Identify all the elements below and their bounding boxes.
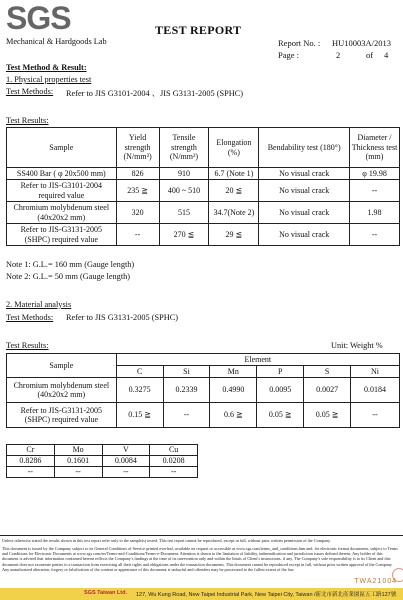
method-result-heading: Test Method & Result:: [6, 63, 87, 72]
col-element: Element: [116, 354, 399, 366]
cell-elongation: 20 ≦: [209, 180, 259, 202]
cell-value: --: [163, 403, 210, 428]
cell-tensile: 910: [159, 168, 209, 180]
col-bend: Bendability test (180°): [259, 128, 350, 168]
table-row: [7, 168, 400, 180]
col-s: S: [304, 366, 351, 378]
report-title: TEST REPORT: [155, 23, 242, 37]
col-sample: Sample: [7, 354, 117, 378]
cell-sample: Chromium molybdenum steel (40x20x2 mm): [7, 378, 117, 403]
cell-value: --: [150, 467, 198, 478]
cell-value: 0.8286: [7, 456, 55, 467]
cell-yield: --: [116, 224, 159, 246]
col-tensile: Tensile strength (N/mm²): [159, 128, 209, 168]
col-ni: Ni: [351, 366, 400, 378]
cell-value: --: [102, 467, 150, 478]
cell-yield: 235 ≧: [116, 180, 159, 202]
cell-value: --: [7, 467, 55, 478]
section2-title: 2. Material analysis: [6, 300, 72, 309]
table-row: [7, 224, 400, 246]
disclaimer-1: Unless otherwise stated the results shown in this test report refer only to the sample(s) tested. This test report cannot be reproduced, except in full, without prior written permission of the Company.: [2, 538, 331, 543]
note-1: Note 1: G.L.= 160 mm (Gauge length): [6, 260, 135, 269]
material-analysis-table-2: [6, 444, 198, 478]
col-v: V: [102, 445, 150, 456]
table-row: [7, 456, 198, 467]
cell-diameter: --: [350, 180, 400, 202]
cell-value: 0.0208: [150, 456, 198, 467]
col-cu: Cu: [150, 445, 198, 456]
cell-value: 0.0027: [304, 378, 351, 403]
cell-yield: 320: [116, 202, 159, 224]
table-header-row: [7, 445, 198, 456]
col-sample: Sample: [7, 128, 117, 168]
section1-title: 1. Physical properties test: [6, 75, 92, 84]
cell-elongation: 6.7 (Note 1): [209, 168, 259, 180]
cell-bend: No visual crack: [259, 180, 350, 202]
sgs-logo: SGS: [6, 0, 71, 36]
table-header-row: [7, 128, 400, 168]
page-total: 4: [384, 50, 389, 60]
section1-methods: [6, 87, 243, 98]
unit-label: Unit: Weight %: [331, 341, 383, 350]
col-mn: Mn: [210, 366, 257, 378]
cell-value: 0.1601: [54, 456, 102, 467]
cell-value: 0.0084: [102, 456, 150, 467]
page-of: of: [366, 50, 374, 60]
section1-methods-text: Refer to JIS G3101-2004 、JIS G3131-2005 (SPHC): [66, 89, 243, 98]
table-header-row: [7, 354, 400, 366]
disclaimer-2: This document is issued by the Company subject to its General Conditions of Service printed overleaf, available on request or accessible at www.sgs.com/terms_and_conditions.htm and, for electronic format documents, subject to Terms and Conditions for Electronic Documents at www.sgs.com/en/Terms-and-Conditions/Terms-e-Document. Attention is drawn to the limitation of liability, indemnification and jurisdiction issues defined therein. Any holder of this document is advised that information contained hereon reflects the Company's findings at the time of its intervention only and within the limits of Client's instructions, if any. The Company's sole responsibility is to its Client and this document does not exonerate parties to a transaction from exercising all their rights and obligations under the transaction documents. This document cannot be reproduced except in full, without prior written approval of the Company. Any unauthorized alteration, forgery or falsification of the content or appearance of this document is unlawful and offenders may be prosecuted to the fullest extent of the law.: [2, 546, 398, 572]
footer-address: 127, Wu Kung Road, New Taipei Industrial Park, New Taipei City, Taiwan /新北市新北產業園區五工路127號: [136, 591, 397, 598]
cell-tensile: 400 ~ 510: [159, 180, 209, 202]
cell-diameter: 1.98: [350, 202, 400, 224]
section2-methods-text: Refer to JIS G3131-2005 (SPHC): [66, 313, 179, 322]
cell-value: 0.05 ≧: [304, 403, 351, 428]
divider: [0, 535, 403, 536]
table-row: [7, 378, 400, 403]
footer-company: SGS Taiwan Ltd.: [84, 589, 127, 596]
cell-elongation: 29 ≦: [209, 224, 259, 246]
section2-results-label: Test Results:: [6, 341, 49, 350]
cell-value: 0.2339: [163, 378, 210, 403]
cell-bend: No visual crack: [259, 202, 350, 224]
cell-bend: No visual crack: [259, 168, 350, 180]
cell-tensile: 270 ≦: [159, 224, 209, 246]
cell-value: 0.15 ≧: [116, 403, 163, 428]
table-row: [7, 403, 400, 428]
cell-sample: Refer to JIS-G3131-2005 (SHPC) required value: [7, 403, 117, 428]
cell-value: --: [54, 467, 102, 478]
col-c: C: [116, 366, 163, 378]
table-row: [7, 202, 400, 224]
col-mo: Mo: [54, 445, 102, 456]
section1-methods-label: Test Methods:: [6, 87, 54, 96]
footer-bar: [0, 588, 403, 600]
cell-yield: 826: [116, 168, 159, 180]
table-row: [7, 180, 400, 202]
cell-sample: Refer to JIS-G3101-2004 required value: [7, 180, 117, 202]
report-meta: [278, 37, 392, 61]
col-cr: Cr: [7, 445, 55, 456]
section2-methods-label: Test Methods:: [6, 313, 54, 322]
cell-tensile: 515: [159, 202, 209, 224]
cell-bend: No visual crack: [259, 224, 350, 246]
col-si: Si: [163, 366, 210, 378]
reference-code: TWA21004: [354, 578, 397, 585]
col-elongation: Elongation (%): [209, 128, 259, 168]
cell-value: 0.0095: [257, 378, 304, 403]
cell-diameter: --: [350, 224, 400, 246]
report-no: HU10003A/2013: [332, 38, 392, 48]
page-number: 2: [336, 50, 341, 60]
cell-value: --: [351, 403, 400, 428]
section2-methods: [6, 313, 179, 322]
note-2: Note 2: G.L.= 50 mm (Gauge length): [6, 272, 131, 281]
cell-value: 0.3275: [116, 378, 163, 403]
cell-sample: Chromium molybdenum steel (40x20x2 mm): [7, 202, 117, 224]
table-row: [7, 467, 198, 478]
cell-sample: SS400 Bar ( φ 20x500 mm): [7, 168, 117, 180]
cell-elongation: 34.7(Note 2): [209, 202, 259, 224]
cell-value: 0.05 ≧: [257, 403, 304, 428]
section1-results-label: Test Results:: [6, 116, 49, 125]
col-yield: Yield strength (N/mm²): [116, 128, 159, 168]
physical-properties-table: [6, 127, 400, 246]
cell-value: 0.0184: [351, 378, 400, 403]
page-label: Page :: [278, 50, 300, 60]
cell-diameter: φ 19.98: [350, 168, 400, 180]
cell-sample: Refer to JIS-G3131-2005 (SHPC) required value: [7, 224, 117, 246]
col-p: P: [257, 366, 304, 378]
lab-name: Mechanical & Hardgoods Lab: [6, 37, 107, 46]
col-diameter: Diameter / Thickness test (mm): [350, 128, 400, 168]
cell-value: 0.4990: [210, 378, 257, 403]
material-analysis-table: [6, 353, 400, 428]
report-no-label: Report No. :: [278, 38, 321, 48]
cell-value: 0.6 ≧: [210, 403, 257, 428]
